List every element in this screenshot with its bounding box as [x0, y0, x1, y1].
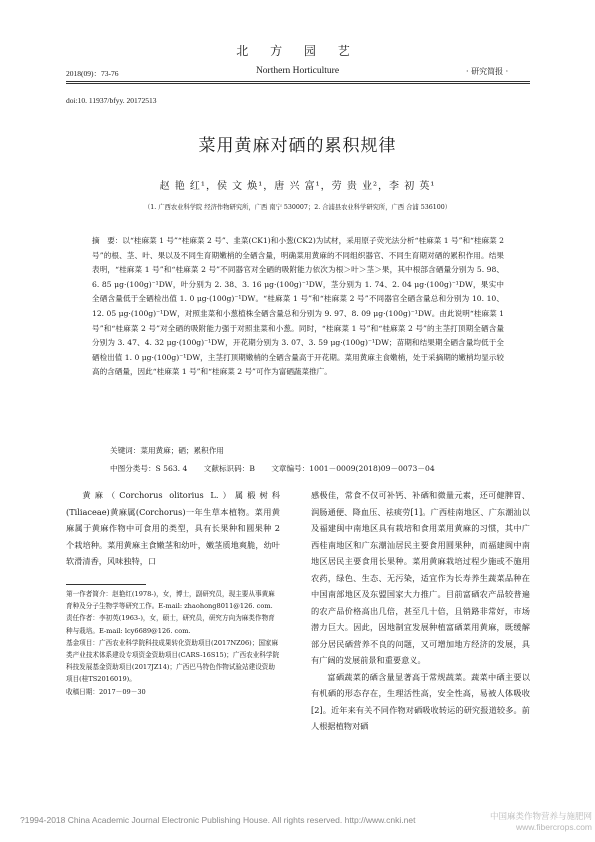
abstract — [92, 234, 504, 380]
footnote-corresponding: 责任作者：李初英(1963-)，女，硕士，研究员，研究方向为麻类作物育种与栽培。E-mail: lcy6689@126. com. — [66, 614, 275, 635]
watermark-line1: 中国麻类作物营养与施肥网 — [490, 811, 593, 821]
watermark — [490, 811, 592, 833]
authors: 赵 艳 红¹，侯 文 焕¹，唐 兴 富¹，劳 贵 业²，李 初 英¹ — [159, 181, 436, 192]
affiliations: （1. 广西农业科学院 经济作物研究所，广西 南宁 530007；2. 合浦县农业科学研究所，广西 合浦 536100） — [143, 204, 452, 211]
document-code: 文献标识码：B — [203, 464, 255, 473]
footnotes — [66, 588, 280, 698]
section-label: · 研究简报 · — [466, 67, 509, 76]
keywords: 关键词：菜用黄麻；硒；累积作用 — [110, 446, 224, 455]
footnote-funding: 基金项目：广西农业科学院科技成果转化资助项目(2017NZ06)；国家麻类产业技术体系建设专项资金资助项目(CARS-16S15)；广西农业科学院科技发展基金资助项目(2017JZ14)；广西巴马特色作物试验站建设资助项目(桂TS2016019)。 — [66, 638, 280, 684]
doi: doi:10. 11937/bfyy. 20172513 — [66, 96, 157, 105]
clc-number: 中图分类号：S 563. 4 — [110, 464, 188, 473]
header-rule-top — [66, 81, 530, 82]
footnote-rule — [66, 584, 146, 585]
abstract-text: 以“桂麻菜 1 号”“桂麻菜 2 号”、韭菜(CK1)和小葱(CK2)为试材，采用原子荧光法分析“桂麻菜 1 号”和“桂麻菜 2 号”的根、茎、叶、果以及不同生育期嫩梢的全硒含量，明确菜用黄麻的不同组织器官、不同生育期对硒的累积作用。结果表明，“桂麻菜 1 号”和“桂麻菜 2 号”不同器官对全硒的吸附能力依次为根＞叶＞茎＞果，其中根部含硒量分别为 5. 98、6. 85 μg·(100g)⁻¹DW，叶分别为 2. 38、3. 16 μg·(100g)⁻¹DW，茎分别为 1. 74、2. 04 μg·(100g)⁻¹DW，果实中全硒含量低于全硒检出值 1. 0 μg·(100g)⁻¹DW。“桂麻菜 1 号”和“桂麻菜 2 号”不同器官全硒含量总和分别为 10. 10、12. 05 μg·(100g)⁻¹DW，对照韭菜和小葱植株全硒含量总和分别为 9. 97、8. 09 μg·(100g)⁻¹DW。由此说明“桂麻菜 1 号”和“桂麻菜 2 号”对全硒的吸附能力强于对照韭菜和小葱。同时，“桂麻菜 1 号”和“桂麻菜 2 号”的主茎打顶期全硒含量分别为 3. 47、4. 32 μg·(100g)⁻¹DW，开花期分别为 3. 07、3. 59 μg·(100g)⁻¹DW；苗期和结果期全硒含量均低于全硒检出值 1. 0 μg·(100g)⁻¹DW，主茎打顶期嫩梢的全硒含量高于开花期。菜用黄麻主食嫩梢，处于采摘期的嫩梢均显示较高的含硒量，因此“桂麻菜 1 号”和“桂麻菜 2 号”可作为富硒蔬菜推广。 — [92, 236, 505, 377]
body-left-column — [66, 487, 280, 570]
issue-info: 2018(09)：73-76 — [66, 69, 119, 78]
article-title: 菜用黄麻对硒的累积规律 — [198, 136, 397, 156]
article-number: 文章编号：1001－0009(2018)09－0073－04 — [271, 464, 435, 473]
copyright-footer: ?1994-2018 China Academic Journal Electronic Publishing House. All rights reserved. http://www.cnki.net — [20, 815, 416, 825]
journal-title-en: Northern Horticulture — [255, 66, 340, 76]
body-paragraph: 黄麻（Corchorus olitorius L.）属椴树科(Tiliaceae)黄麻属(Corchorus)一年生草本植物。菜用黄麻属于黄麻作物中可食用的类型，具有长果种和圆果种 2 个栽培种。菜用黄麻主食嫩茎和幼叶，嫩茎质地爽脆，幼叶软滑清香，风味独特，口 — [66, 490, 280, 566]
body-paragraph: 感极佳，常食不仅可补钙、补硒和微量元素，还可健脾胃、润肠通便、降血压、祛痰劳[1]。广西桂南地区、广东潮汕以及福建闽中南地区具有栽培和食用菜用黄麻的习惯，其中广西桂南地区和广东潮汕居民主要食用圆果种，而福建闽中南地区居民主要食用长果种。菜用黄麻栽培过程少施或不施用农药，绿色、生态、无污染，适宜作为长寿养生蔬菜品种在中国南部地区及东盟国家大力推广。目前富硒农产品较普遍的农产品价格高出几倍，甚至几十倍，且销路非常好，市场潜力巨大。因此，因地制宜发展种植富硒菜用黄麻，既缓解部分居民硒营养不良的问题，又可增加地方经济的发展，具有广阔的发展前景和重要意义。 — [311, 490, 530, 665]
footnote-received: 收稿日期：2017－09－30 — [66, 687, 146, 696]
watermark-line2: www.fibercrops.com — [515, 822, 593, 832]
header-rule-bottom — [66, 83, 530, 84]
body-paragraph: 富硒蔬菜的硒含量显著高于常规蔬菜。蔬菜中硒主要以有机硒的形态存在，生理活性高，安全性高，易被人体吸收[2]。近年来有关不同作物对硒吸收转运的研究报道较多。前人根据植物对硒 — [311, 671, 530, 731]
abstract-label: 摘 要： — [92, 236, 123, 245]
journal-title-cn: 北 方 园 艺 — [236, 44, 359, 58]
classification-line — [110, 463, 449, 474]
body-right-column — [311, 487, 530, 735]
footnote-author: 第一作者简介：赵艳红(1978-)，女，博士，副研究员，现主要从事黄麻育种及分子生物学等研究工作。E-mail: zhaohong8011@126. com. — [66, 590, 275, 611]
